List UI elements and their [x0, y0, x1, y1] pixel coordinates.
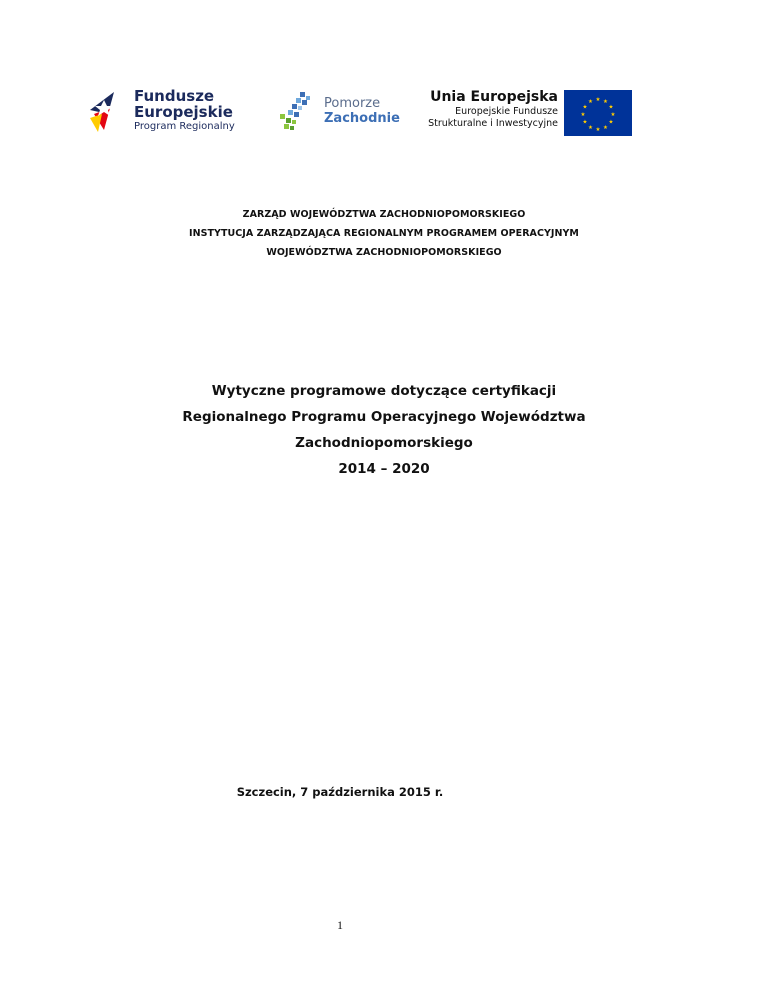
svg-text:★: ★: [608, 119, 614, 126]
svg-text:★: ★: [580, 112, 586, 118]
page-number: 1: [337, 918, 343, 932]
institution-line2: INSTYTUCJA ZARZĄDZAJĄCA REGIONALNYM PROGRAMEM OPERACYJNYM: [189, 228, 579, 239]
unia-europejska-logo: [424, 88, 632, 136]
fundusze-europejskie-logo: [88, 88, 248, 136]
pomorze-zachodnie-logo: [276, 90, 400, 136]
title-line3: Zachodniopomorskiego: [295, 435, 473, 451]
document-date: Szczecin, 7 października 2015 r.: [236, 785, 444, 799]
fundusze-europejskie-text: [134, 88, 235, 134]
pomorze-zachodnie-text: [324, 96, 400, 126]
svg-text:★: ★: [588, 99, 593, 105]
fe-title-line2: Europejskie: [134, 103, 233, 121]
title-line2: Regionalnego Programu Operacyjnego Województwa: [182, 409, 586, 425]
svg-text:★: ★: [603, 99, 608, 105]
ue-subtitle-line1: Europejskie Fundusze: [455, 106, 558, 117]
ue-title: Unia Europejska: [430, 89, 558, 105]
fe-subtitle: Program Regionalny: [134, 121, 235, 132]
logo-strip: [88, 84, 632, 138]
svg-text:★: ★: [608, 104, 614, 111]
pz-line1: Pomorze: [324, 96, 381, 111]
pz-line2: Zachodnie: [324, 111, 400, 126]
pomorze-zachodnie-icon: [276, 90, 322, 136]
fe-title-line1: Fundusze: [134, 87, 215, 105]
svg-text:★: ★: [582, 104, 588, 111]
title-line4: 2014 – 2020: [338, 461, 430, 477]
institution-header: [0, 205, 768, 262]
fundusze-europejskie-icon: [88, 88, 132, 134]
eu-flag-icon: [564, 90, 632, 136]
svg-text:★: ★: [610, 112, 616, 118]
institution-line1: ZARZĄD WOJEWÓDZTWA ZACHODNIOPOMORSKIEGO: [242, 209, 526, 220]
document-title: [0, 378, 768, 482]
svg-text:★: ★: [582, 119, 588, 126]
svg-text:★: ★: [588, 125, 593, 131]
svg-text:★: ★: [603, 125, 608, 131]
ue-subtitle-line2: Strukturalne i Inwestycyjne: [428, 118, 558, 129]
institution-line3: WOJEWÓDZTWA ZACHODNIOPOMORSKIEGO: [266, 247, 502, 258]
svg-text:★: ★: [595, 97, 601, 103]
ue-text: [428, 88, 558, 130]
svg-text:★: ★: [595, 127, 601, 133]
title-line1: Wytyczne programowe dotyczące certyfikacji: [211, 383, 557, 399]
